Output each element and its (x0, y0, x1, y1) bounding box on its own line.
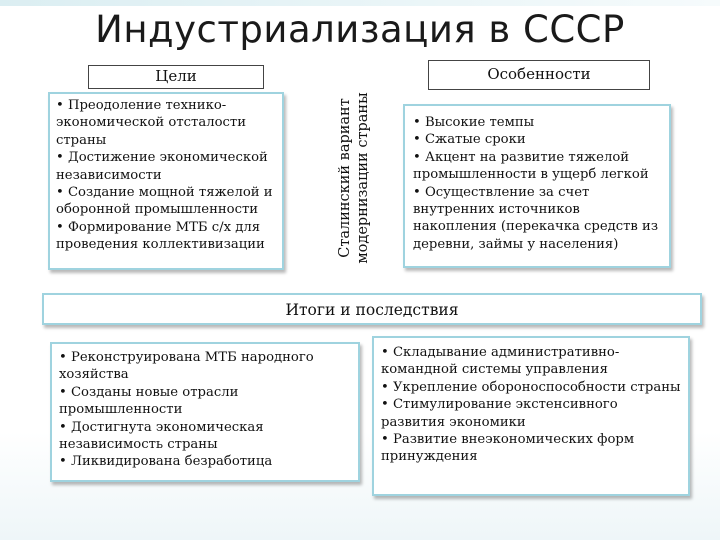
page-title: Индустриализация в СССР (95, 8, 625, 51)
stalin-variant-caption (328, 78, 380, 278)
results-label (42, 293, 702, 325)
results-left-item: • Созданы новые отрасли промышленности (59, 384, 239, 418)
stalin-variant-text (328, 78, 380, 278)
results-right-box (372, 336, 690, 496)
results-right-item: • Развитие внеэкономических форм принуждения (381, 432, 635, 465)
results-right-item: • Стимулирование экстенсивного развития экономики (381, 397, 618, 430)
features-label-text: Особенности (487, 65, 591, 83)
stalin-variant-line1: Сталинский вариант (337, 98, 353, 258)
results-right-item: • Укрепление обороноспособности страны (381, 379, 681, 395)
results-left-item: • Ликвидирована безработица (59, 454, 273, 470)
goals-item: • Достижение экономической независимости (56, 150, 268, 183)
results-left-box (50, 342, 360, 482)
goals-item: • Формирование МТБ с/х для проведения коллективизации (56, 219, 265, 253)
features-box (403, 104, 671, 268)
goals-item: • Создание мощной тяжелой и оборонной промышленности (56, 185, 273, 218)
stalin-variant-line2: модернизации страны (355, 92, 371, 264)
results-left-item: • Реконструирована МТБ народного хозяйства (59, 350, 314, 383)
features-label (428, 60, 650, 90)
results-left-list (52, 344, 358, 476)
results-right-list (374, 338, 688, 472)
results-left-item: • Достигнута экономическая независимость страны (59, 419, 264, 453)
top-decor-band (0, 0, 720, 6)
goals-label (88, 65, 264, 89)
features-item: • Высокие темпы (413, 115, 535, 130)
features-item: • Сжатые сроки (413, 132, 526, 148)
features-list (405, 106, 669, 261)
features-item: • Акцент на развитие тяжелой промышленности в ущерб легкой (413, 149, 649, 183)
goals-item: • Преодоление технико-экономической отсталости страны (56, 98, 246, 148)
results-right-item: • Складывание административно-командной системы управления (381, 345, 620, 378)
features-item: • Осуществление за счет внутренних источников накопления (перекачка средств из деревни, займы у населения) (413, 184, 659, 252)
goals-label-text: Цели (155, 67, 197, 85)
goals-box (48, 92, 284, 270)
results-label-text: Итоги и последствия (285, 301, 459, 319)
goals-list (50, 94, 282, 257)
